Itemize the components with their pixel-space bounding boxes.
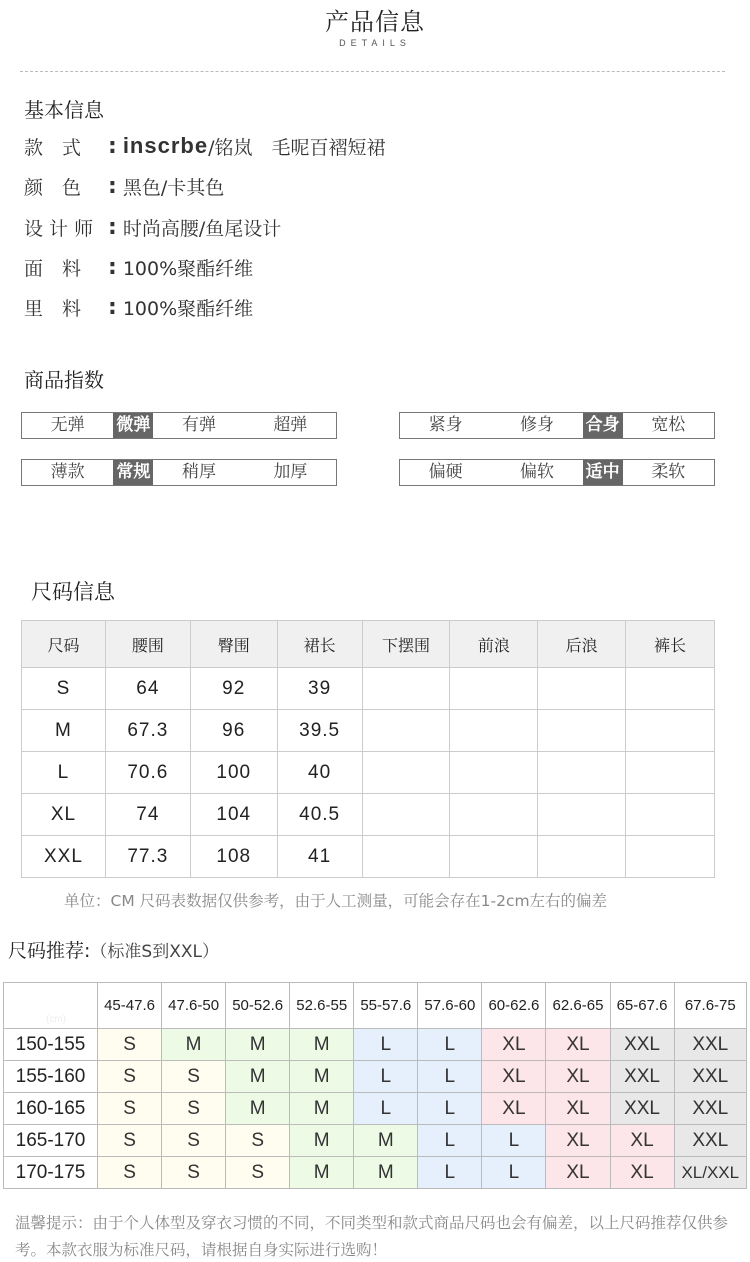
dashed-divider: [20, 71, 725, 72]
recommended-size-cell: S: [98, 1061, 162, 1093]
basic-info-label: 面 料: [24, 257, 82, 280]
size-value-cell: [362, 752, 450, 794]
scale-option: 偏硬: [428, 462, 463, 482]
scale-option: 偏软: [519, 462, 554, 482]
size-value-cell: [450, 836, 538, 878]
basic-info-row: [24, 172, 224, 200]
basic-info-label: 款 式: [24, 136, 82, 159]
recommended-size-cell: XL: [546, 1125, 610, 1157]
colon-separator: :: [108, 173, 117, 199]
weight-col-header: 57.6-60: [418, 983, 482, 1029]
size-value-cell: [626, 836, 715, 878]
basic-info-value: 100%聚酯纤维: [122, 257, 254, 280]
weight-col-header: 60-62.6: [482, 983, 546, 1029]
recommended-size-cell: XXL: [674, 1061, 746, 1093]
height-range-cell: 155-160: [4, 1061, 98, 1093]
recommended-size-cell: M: [290, 1093, 354, 1125]
recommend-row: [4, 1061, 747, 1093]
size-value-cell: [450, 752, 538, 794]
size-value-cell: [538, 752, 626, 794]
recommended-size-cell: XXL: [674, 1029, 746, 1061]
scale-option: 紧身: [428, 415, 463, 435]
recommended-size-cell: S: [98, 1029, 162, 1061]
size-value-cell: 39: [277, 668, 362, 710]
recommended-size-cell: XL: [610, 1125, 674, 1157]
index-scale: [399, 459, 715, 486]
index-scale: [21, 412, 337, 439]
size-value-cell: 77.3: [105, 836, 190, 878]
size-value-cell: [538, 710, 626, 752]
recommended-size-cell: S: [226, 1157, 290, 1189]
weight-label: 体重: [46, 986, 77, 1004]
size-label-cell: S: [22, 668, 106, 710]
height-range-cell: 170-175: [4, 1157, 98, 1189]
scale-option-selected: 常规: [113, 460, 153, 485]
size-value-cell: [450, 668, 538, 710]
recommended-size-cell: S: [162, 1061, 226, 1093]
basic-info-row: [24, 213, 281, 241]
size-value-cell: [626, 794, 715, 836]
size-col-header: 腰围: [105, 621, 190, 668]
recommended-size-cell: L: [482, 1157, 546, 1189]
recommended-size-cell: XXL: [610, 1061, 674, 1093]
size-value-cell: [362, 668, 450, 710]
basic-info-row: [24, 293, 253, 321]
size-label-cell: XXL: [22, 836, 106, 878]
recommended-size-cell: M: [290, 1029, 354, 1061]
basic-info-row: [24, 132, 385, 160]
height-unit: (cm): [46, 1014, 66, 1025]
scale-option-selected: 适中: [583, 460, 623, 485]
basic-info-title: 基本信息: [24, 98, 104, 122]
size-value-cell: [362, 794, 450, 836]
weight-col-header: 52.6-55: [290, 983, 354, 1029]
basic-info-label: 里 料: [24, 297, 82, 320]
size-table: [21, 620, 715, 878]
recommended-size-cell: M: [226, 1061, 290, 1093]
recommended-size-cell: M: [226, 1029, 290, 1061]
colon-separator: :: [108, 214, 117, 240]
size-info-title: 尺码信息: [31, 580, 115, 604]
weight-col-header: 50-52.6: [226, 983, 290, 1029]
height-label: 身高: [8, 1011, 39, 1029]
page-subtitle: DETAILS: [339, 38, 411, 48]
colon-separator: :: [108, 133, 117, 159]
recommend-row: [4, 1093, 747, 1125]
weight-col-header: 45-47.6: [98, 983, 162, 1029]
recommended-size-cell: M: [354, 1157, 418, 1189]
recommended-size-cell: XL: [482, 1093, 546, 1125]
colon-separator: :: [108, 254, 117, 280]
size-value-cell: [450, 794, 538, 836]
recommended-size-cell: XXL: [610, 1093, 674, 1125]
recommend-row: [4, 1029, 747, 1061]
size-value-cell: 39.5: [277, 710, 362, 752]
recommended-size-cell: L: [482, 1125, 546, 1157]
scale-option: 超弹: [273, 415, 308, 435]
recommended-size-cell: S: [98, 1125, 162, 1157]
scale-option: 无弹: [50, 415, 85, 435]
height-range-cell: 160-165: [4, 1093, 98, 1125]
size-value-cell: 40.5: [277, 794, 362, 836]
recommended-size-cell: L: [418, 1093, 482, 1125]
size-row: [22, 836, 715, 878]
size-value-cell: [450, 710, 538, 752]
size-label-cell: L: [22, 752, 106, 794]
height-weight-corner: [4, 983, 98, 1029]
size-value-cell: 67.3: [105, 710, 190, 752]
recommended-size-cell: XL: [546, 1029, 610, 1061]
size-recommend-label: 尺码推荐:: [8, 940, 91, 962]
scale-option: 柔软: [651, 462, 686, 482]
scale-option: 稍厚: [181, 462, 216, 482]
page-title: 产品信息: [325, 8, 425, 36]
weight-col-header: 47.6-50: [162, 983, 226, 1029]
scale-option: 修身: [519, 415, 554, 435]
recommend-note: 温馨提示：由于个人体型及穿衣习惯的不同，不同类型和款式商品尺码也会有偏差，以上尺码推荐仅供参考。本款衣服为标准尺码，请根据自身实际进行选购！: [15, 1214, 729, 1259]
size-col-header: 臀围: [190, 621, 277, 668]
recommended-size-cell: M: [290, 1157, 354, 1189]
recommended-size-cell: L: [354, 1061, 418, 1093]
product-index-title: 商品指数: [24, 368, 104, 392]
weight-unit: (kg): [78, 1000, 96, 1011]
basic-info-value: 100%聚酯纤维: [122, 297, 254, 320]
colon-separator: :: [108, 294, 117, 320]
recommended-size-cell: M: [354, 1125, 418, 1157]
size-value-cell: [538, 794, 626, 836]
scale-option: 加厚: [273, 462, 308, 482]
scale-option: 宽松: [651, 415, 686, 435]
size-value-cell: 104: [190, 794, 277, 836]
recommended-size-cell: XXL: [674, 1093, 746, 1125]
recommended-size-cell: M: [290, 1125, 354, 1157]
size-value-cell: [626, 668, 715, 710]
size-row: [22, 710, 715, 752]
weight-col-header: 62.6-65: [546, 983, 610, 1029]
size-value-cell: 74: [105, 794, 190, 836]
size-table-body: [22, 668, 715, 878]
scale-option-selected: 合身: [583, 413, 623, 438]
recommended-size-cell: XL: [546, 1093, 610, 1125]
height-range-cell: 165-170: [4, 1125, 98, 1157]
size-value-cell: [626, 710, 715, 752]
recommend-body: [4, 1029, 747, 1189]
size-col-header: 下摆围: [362, 621, 450, 668]
recommended-size-cell: XL: [546, 1061, 610, 1093]
weight-col-header: 65-67.6: [610, 983, 674, 1029]
recommended-size-cell: S: [98, 1157, 162, 1189]
basic-info-value: 时尚高腰/鱼尾设计: [122, 217, 282, 240]
size-value-cell: [362, 710, 450, 752]
recommended-size-cell: L: [354, 1029, 418, 1061]
basic-info-value: /铭岚 毛呢百褶短裙: [208, 136, 386, 159]
recommended-size-cell: L: [418, 1029, 482, 1061]
recommended-size-cell: M: [226, 1093, 290, 1125]
size-label-cell: M: [22, 710, 106, 752]
basic-info-value: 黑色/卡其色: [122, 176, 225, 199]
recommend-row: [4, 1157, 747, 1189]
recommended-size-cell: S: [226, 1125, 290, 1157]
size-row: [22, 668, 715, 710]
size-value-cell: 108: [190, 836, 277, 878]
size-table-header: [22, 621, 715, 668]
weight-col-header: 55-57.6: [354, 983, 418, 1029]
size-col-header: 尺码: [22, 621, 106, 668]
size-col-header: 裤长: [626, 621, 715, 668]
size-col-header: 裙长: [277, 621, 362, 668]
recommended-size-cell: M: [290, 1061, 354, 1093]
size-value-cell: [626, 752, 715, 794]
size-value-cell: 100: [190, 752, 277, 794]
size-row: [22, 752, 715, 794]
recommended-size-cell: S: [162, 1093, 226, 1125]
size-value-cell: [362, 836, 450, 878]
recommend-header-row: [4, 983, 747, 1029]
recommended-size-cell: XL: [610, 1157, 674, 1189]
recommended-size-cell: S: [162, 1157, 226, 1189]
recommended-size-cell: L: [418, 1125, 482, 1157]
basic-info-label: 设 计 师: [24, 217, 94, 240]
index-scale: [399, 412, 715, 439]
recommended-size-cell: S: [98, 1093, 162, 1125]
recommended-size-cell: XXL: [674, 1125, 746, 1157]
size-value-cell: [538, 668, 626, 710]
recommended-size-cell: XXL: [610, 1029, 674, 1061]
basic-info-label: 颜 色: [24, 176, 82, 199]
size-row: [22, 794, 715, 836]
recommended-size-cell: L: [418, 1157, 482, 1189]
size-col-header: 前浪: [450, 621, 538, 668]
size-value-cell: 92: [190, 668, 277, 710]
size-value-cell: 70.6: [105, 752, 190, 794]
scale-option: 有弹: [181, 415, 216, 435]
size-value-cell: 64: [105, 668, 190, 710]
size-recommend-range: （标准S到XXL）: [90, 942, 219, 962]
recommended-size-cell: XL/XXL: [674, 1157, 746, 1189]
recommended-size-cell: M: [162, 1029, 226, 1061]
size-recommend-title: [8, 936, 219, 963]
index-scale: [21, 459, 337, 486]
size-value-cell: 40: [277, 752, 362, 794]
recommended-size-cell: XL: [482, 1029, 546, 1061]
size-value-cell: 96: [190, 710, 277, 752]
scale-option: 薄款: [50, 462, 85, 482]
size-recommend-table: [3, 982, 747, 1189]
recommend-row: [4, 1125, 747, 1157]
brand-logo: inscrbe: [122, 133, 209, 158]
size-note: 单位：CM 尺码表数据仅供参考，由于人工测量，可能会存在1-2cm左右的偏差: [64, 892, 608, 910]
weight-col-header: 67.6-75: [674, 983, 746, 1029]
basic-info-row: [24, 253, 253, 281]
size-label-cell: XL: [22, 794, 106, 836]
recommended-size-cell: XL: [482, 1061, 546, 1093]
recommended-size-cell: L: [418, 1061, 482, 1093]
scale-option-selected: 微弹: [113, 413, 153, 438]
height-range-cell: 150-155: [4, 1029, 98, 1061]
size-col-header: 后浪: [538, 621, 626, 668]
recommended-size-cell: S: [162, 1125, 226, 1157]
size-value-cell: [538, 836, 626, 878]
size-value-cell: 41: [277, 836, 362, 878]
recommended-size-cell: XL: [546, 1157, 610, 1189]
recommended-size-cell: L: [354, 1093, 418, 1125]
